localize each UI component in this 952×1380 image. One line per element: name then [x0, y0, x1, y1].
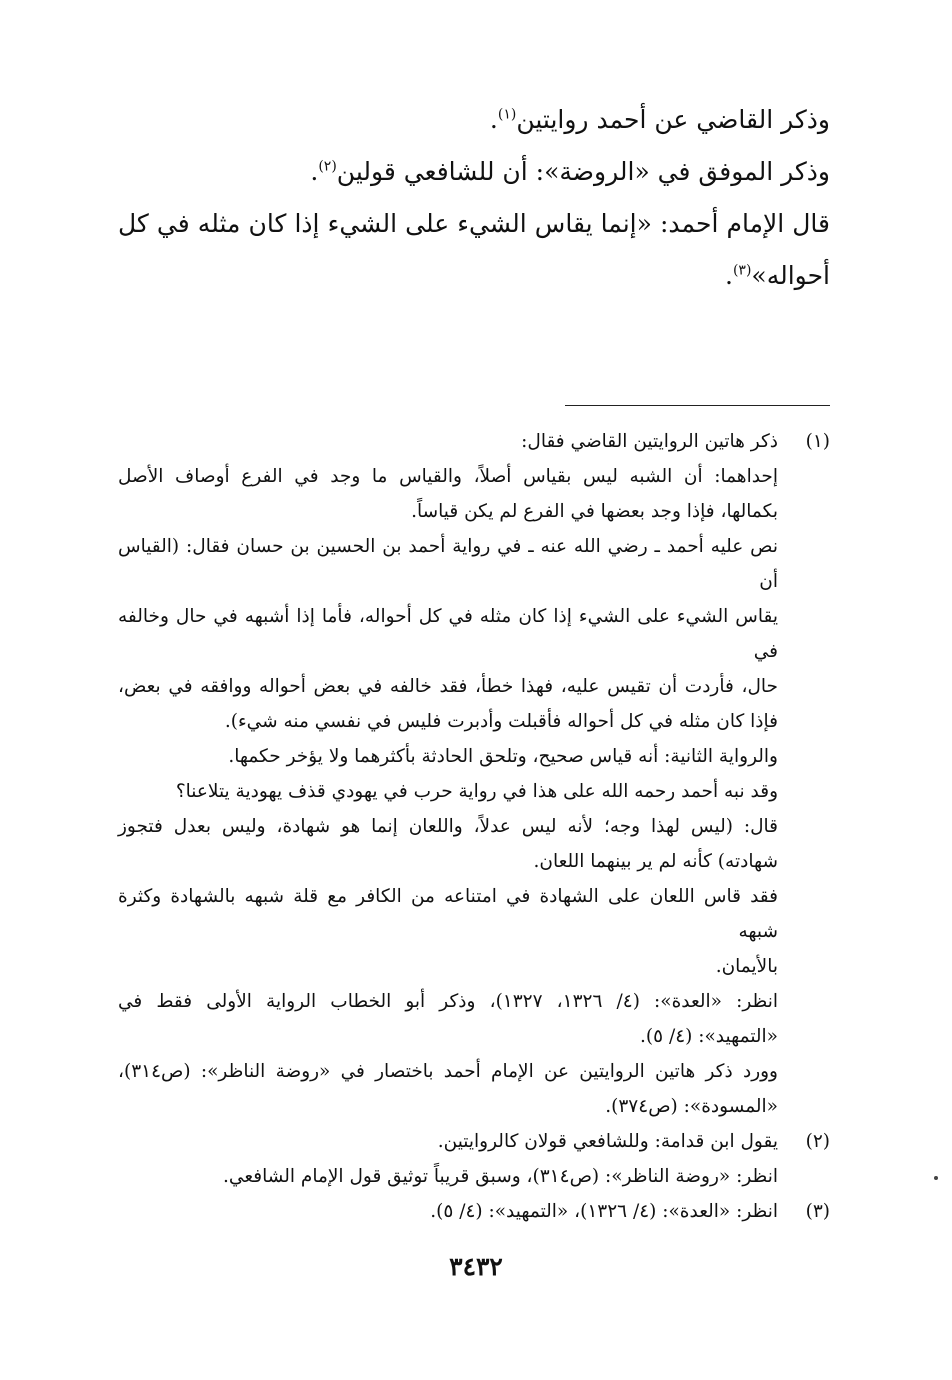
footnote-line: شهادته) كأنه لم ير بينهما اللعان.: [533, 851, 778, 872]
footnote-line: فقد قاس اللعان على الشهادة في امتناعه من الكافر مع قلة شبهه بالشهادة وكثرة شبهه: [118, 886, 778, 942]
footnote-line: نص عليه أحمد ـ رضي الله عنه ـ في رواية أحمد بن الحسين بن حسان فقال: (القياس أن: [118, 536, 778, 592]
footnote-line: «المسودة»: (ص٣٧٤).: [605, 1096, 778, 1117]
footnote-line: إحداهما: أن الشبه ليس بقياس أصلاً، والقياس ما وجد في الفرع أوصاف الأصل: [118, 466, 778, 487]
footnote-3: [118, 1194, 830, 1229]
main-line-1-text: وذكر القاضي عن أحمد روايتين: [516, 105, 830, 134]
footnote-line: ذكر هاتين الروايتين القاضي فقال:: [521, 431, 778, 452]
footnote-line: فإذا كان مثله في كل أحواله فأقبلت وأدبرت فليس في نفسي منه شيء).: [224, 711, 778, 732]
footnote-1: [118, 424, 830, 1124]
footnote-line: يقاس الشيء على الشيء إذا كان مثله في كل أحواله، فأما إذا أشبهه في حال وخالفه في: [118, 606, 778, 662]
footnote-ref-2: (٢): [318, 158, 337, 175]
main-line-3: [118, 198, 830, 250]
footnote-line: بالأيمان.: [715, 956, 778, 977]
footnote-separator: [565, 405, 830, 406]
footnote-line: قال: (ليس لهذا وجه؛ لأنه ليس عدلاً، واللعان إنما هو شهادة، وليس بعدل فتجوز: [118, 816, 778, 837]
footnote-number: (٣): [805, 1201, 830, 1222]
main-line-4-end: .: [725, 261, 733, 290]
main-line-1: [118, 94, 830, 146]
footnote-number: (٢): [805, 1131, 830, 1152]
main-line-4-text: أحواله»: [751, 261, 830, 290]
footnote-line: حال، فأردت أن تقيس عليه، فهذا خطأ، فقد خالفه في بعض أحواله ووافقه في بعض،: [118, 676, 778, 697]
footnote-line: «التمهيد»: (٤/ ٥).: [640, 1026, 778, 1047]
footnotes: [118, 424, 830, 1229]
footnote-line: انظر: «العدة»: (٤/ ١٣٢٦، ١٣٢٧)، وذكر أبو الخطاب الرواية الأولى فقط في: [118, 991, 779, 1012]
scan-speck: [934, 1176, 938, 1180]
footnote-body: [118, 1194, 778, 1229]
footnote-2: [118, 1124, 830, 1194]
footnote-line: وقد نبه أحمد رحمه الله على هذا في رواية حرب في يهودي قذف يهودية يتلاعنا؟: [175, 781, 778, 802]
footnote-body: [118, 424, 778, 1124]
footnote-line: والرواية الثانية: أنه قياس صحيح، وتلحق الحادثة بأكثرهما ولا يؤخر حكمها.: [228, 746, 778, 767]
main-line-2: [118, 146, 830, 198]
main-line-4: [118, 250, 830, 302]
main-line-1-end: .: [489, 105, 498, 134]
footnote-ref-1: (١): [497, 106, 517, 123]
footnote-ref-3: (٣): [732, 262, 752, 279]
footnote-body: [118, 1124, 778, 1194]
main-text: [118, 94, 830, 302]
main-line-2-text: وذكر الموفق في «الروضة»: أن للشافعي قولين: [336, 157, 830, 186]
footnote-line: يقول ابن قدامة: وللشافعي قولان كالروايتين.: [437, 1131, 778, 1152]
footnote-line: انظر: «العدة»: (٤/ ١٣٢٦)، «التمهيد»: (٤/ ٥).: [430, 1201, 778, 1222]
main-line-2-end: .: [310, 157, 319, 186]
page-number: ٣٤٣٢: [449, 1252, 503, 1281]
footnote-number: (١): [805, 431, 830, 452]
footnote-line: وورد ذكر هاتين الروايتين عن الإمام أحمد باختصار في «روضة الناظر»: (ص٣١٤)،: [118, 1061, 778, 1082]
main-line-3-text: قال الإمام أحمد: «إنما يقاس الشيء على الشيء إذا كان مثله في كل: [118, 209, 830, 238]
footnote-line: بكمالها، فإذا وجد بعضها في الفرع لم يكن قياساً.: [411, 501, 778, 522]
footnote-line: انظر: «روضة الناظر»: (ص٣١٤)، وسبق قريباً توثيق قول الإمام الشافعي.: [223, 1166, 778, 1187]
